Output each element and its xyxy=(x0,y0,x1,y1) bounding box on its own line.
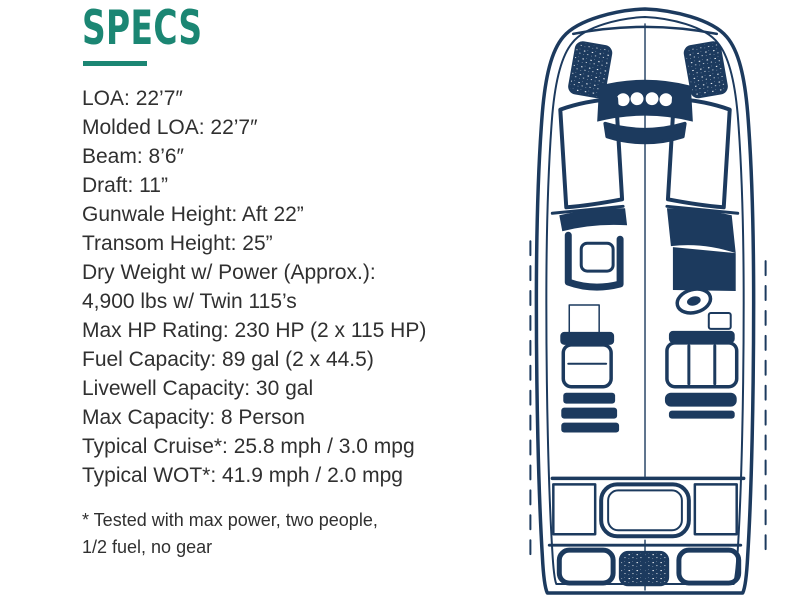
footnote xyxy=(82,507,378,561)
footnote-line-2: 1/2 fuel, no gear xyxy=(82,537,213,557)
transom-pad xyxy=(620,552,668,585)
aft-hatch xyxy=(601,484,689,536)
spec-line-max-capacity: Max Capacity: 8 Person xyxy=(82,406,305,429)
title-underline xyxy=(83,61,147,66)
starboard-seat xyxy=(665,331,737,419)
port-seat xyxy=(560,332,619,433)
boat-svg xyxy=(523,2,773,600)
footnote-line-1: * Tested with max power, two people, xyxy=(82,510,378,530)
spec-line-loa: LOA: 22’7″ xyxy=(82,87,183,110)
spec-line-gunwale-height: Gunwale Height: Aft 22” xyxy=(82,203,304,226)
specs-list xyxy=(82,84,426,490)
spec-line-dry-weight-label: Dry Weight w/ Power (Approx.): xyxy=(82,261,376,284)
spec-line-typical-wot: Typical WOT*: 41.9 mph / 2.0 mpg xyxy=(82,464,403,487)
port-table xyxy=(569,305,599,335)
boat-top-view-illustration xyxy=(523,2,773,600)
spec-line-typical-cruise: Typical Cruise*: 25.8 mph / 3.0 mpg xyxy=(82,435,415,458)
aft-side-panels xyxy=(553,484,736,534)
spec-line-dry-weight-value: 4,900 lbs w/ Twin 115’s xyxy=(82,290,297,313)
spec-line-molded-loa: Molded LOA: 22’7″ xyxy=(82,116,258,139)
spec-line-livewell-capacity: Livewell Capacity: 30 gal xyxy=(82,377,314,400)
spec-line-fuel-capacity: Fuel Capacity: 89 gal (2 x 44.5) xyxy=(82,348,374,371)
page-title: SPECS xyxy=(82,1,203,56)
port-lounge xyxy=(559,208,627,287)
spec-line-transom-height: Transom Height: 25” xyxy=(82,232,273,255)
spec-line-beam: Beam: 8’6″ xyxy=(82,145,184,168)
steering-wheel xyxy=(675,286,714,317)
spec-line-max-hp-rating: Max HP Rating: 230 HP (2 x 115 HP) xyxy=(82,319,427,342)
spec-line-draft: Draft: 11” xyxy=(82,174,168,197)
starboard-console xyxy=(667,208,736,329)
